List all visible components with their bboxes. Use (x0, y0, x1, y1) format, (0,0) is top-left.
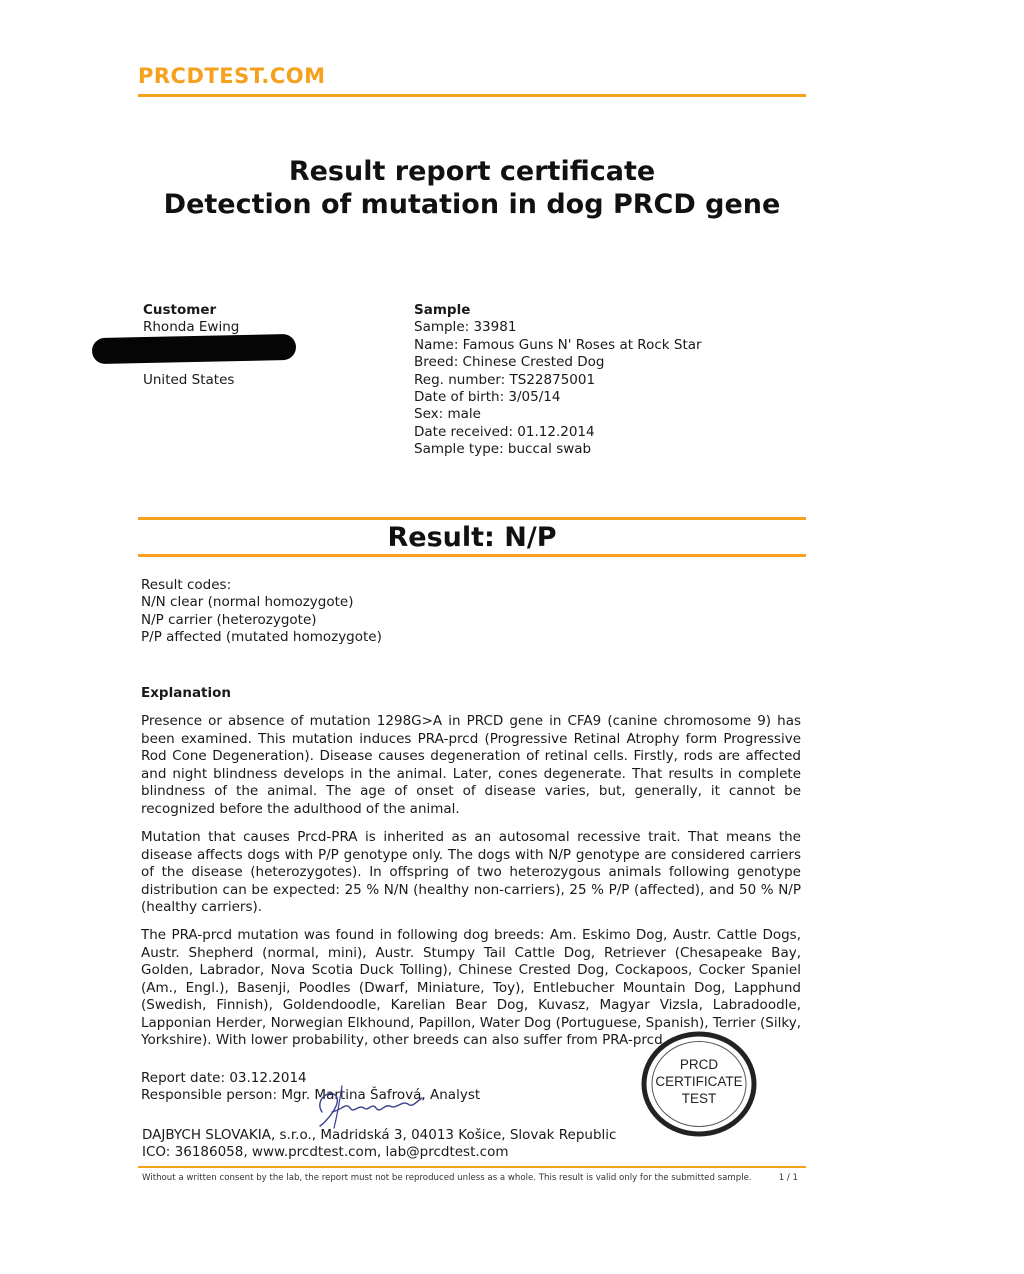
sample-heading: Sample (414, 302, 471, 318)
title-line-1: Result report certificate (288, 156, 656, 187)
sample-line: Name: Famous Guns N' Roses at Rock Star (414, 336, 702, 353)
result-code-line: N/P carrier (heterozygote) (141, 611, 317, 628)
customer-country: United States (143, 371, 235, 388)
result-bottom-divider (138, 554, 806, 557)
sample-line: Reg. number: TS22875001 (414, 371, 596, 388)
company-info (142, 1127, 662, 1162)
header-divider (138, 94, 806, 97)
sample-line: Sample: 33981 (414, 319, 517, 336)
footer-disclaimer: Without a written consent by the lab, the report must not be reproduced unless as a whole. This result is valid only for the submitted sample. (142, 1173, 752, 1183)
company-address: DAJBYCH SLOVAKIA, s.r.o., Madridská 3, 04013 Košice, Slovak Republic (142, 1127, 617, 1143)
customer-name: Rhonda Ewing (143, 319, 240, 336)
result-heading: Result: N/P (387, 522, 557, 553)
site-logo: PRCDTEST.COM (138, 64, 326, 88)
stamp-line-2: CERTIFICATE (655, 1074, 743, 1089)
page-number: 1 / 1 (778, 1173, 798, 1183)
title-line-2: Detection of mutation in dog PRCD gene (163, 189, 781, 220)
page-title (138, 155, 806, 221)
sample-block (414, 302, 804, 459)
explanation-paragraph-2: Mutation that causes Prcd-PRA is inherited as an autosomal recessive trait. That means the disease affects dogs with P/P genotype only. The dogs with N/P genotype are considered carriers of the disease (heterozygotes). In offspring of two heterozygous animals following genotype distribution can be expected: 25 % N/N (healthy non-carriers), 25 % P/P (affected), and 50 % N/P (healthy carriers). (141, 829, 801, 915)
result-code-line: N/N clear (normal homozygote) (141, 594, 354, 611)
stamp-line-3: TEST (681, 1091, 717, 1106)
result-code-line: P/P affected (mutated homozygote) (141, 629, 382, 646)
stamp-text (640, 1056, 758, 1107)
footer-divider (138, 1166, 806, 1168)
sample-line: Date received: 01.12.2014 (414, 423, 595, 440)
certificate-stamp (640, 1031, 758, 1137)
report-date: Report date: 03.12.2014 (141, 1070, 307, 1086)
explanation-heading (141, 685, 231, 702)
sample-line: Breed: Chinese Crested Dog (414, 354, 605, 371)
result-codes-heading: Result codes: (141, 577, 232, 593)
explanation-paragraph-3: The PRA-prcd mutation was found in following dog breeds: Am. Eskimo Dog, Austr. Cattle Dogs, Austr. Shepherd (normal, mini), Austr. Stumpy Tail Cattle Dog, Retriever (Chesapeake Bay, Golden, Labrador, Nova Scotia Duck Tolling), Chinese Crested Dog, Cockapoos, Cocker Spaniel (Am., Engl.), Basenji, Poodles (Dwarf, Miniature, Toy), Entlebucher Mountain Dog, Lapphund (Swedish, Finnish), Goldendoodle, Karelian Bear Dog, Kuvasz, Magyar Vizsla, Labradoodle, Lapponian Herder, Norwegian Elkhound, Papillon, Water Dog (Portuguese, Spanish), Terrier (Silky, Yorkshire). With lower probability, other breeds can also suffer from PRA-prcd. (141, 927, 801, 1048)
stamp-line-1: PRCD (679, 1057, 719, 1072)
explanation-paragraph-1: Presence or absence of mutation 1298G>A in PRCD gene in CFA9 (canine chromosome 9) has been examined. This mutation induces PRA-prcd (Progressive Retinal Atrophy form Progressive Rod Cone Degeneration). Disease causes degeneration of retinal cells. Firstly, rods are affected and night blindness develops in the animal. Later, cones degenerate. That results in complete blindness of the animal. The age of onset of disease varies, but, generally, it cannot be recognized before the adulthood of the animal. (141, 713, 801, 817)
sample-line: Date of birth: 3/05/14 (414, 389, 561, 406)
footer (142, 1172, 802, 1184)
result-top-divider (138, 517, 806, 520)
sample-line: Sex: male (414, 406, 481, 423)
customer-heading: Customer (143, 302, 217, 318)
redaction-mark (92, 334, 296, 364)
sample-line: Sample type: buccal swab (414, 441, 592, 458)
analyst-signature (312, 1082, 428, 1130)
responsible-person: Responsible person: Mgr. Martina Šafrová, Analyst (141, 1087, 481, 1104)
company-contact: ICO: 36186058, www.prcdtest.com, lab@prcdtest.com (142, 1144, 509, 1161)
explanation-heading-text: Explanation (141, 685, 232, 701)
result-codes-block (141, 577, 541, 647)
